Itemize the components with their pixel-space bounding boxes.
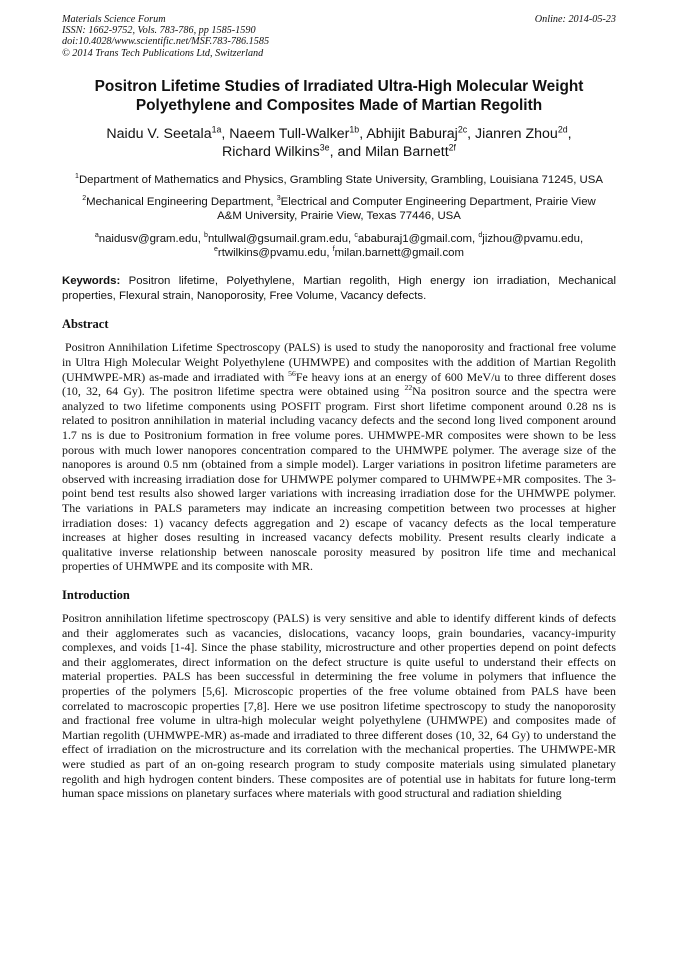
isotope-mass-number: 56 <box>288 368 296 378</box>
email-address: ababuraj1@gmail.com, <box>357 232 479 245</box>
affiliation-1 <box>74 173 604 187</box>
email-address: naidusv@gram.edu, <box>98 232 205 245</box>
author-name: Naeem Tull-Walker <box>229 125 350 142</box>
affiliation-2-3 <box>74 195 604 224</box>
affiliation-mark: 3 <box>276 195 281 203</box>
journal-info <box>62 14 269 59</box>
introduction-body: Positron annihilation lifetime spectroscopy (PALS) is very sensitive and able to identify different kinds of defects and their agglomerates such as vacancies, dislocations, vacancy loops, grain boundaries, vacancy-impurity complexes, and voids [1-4]. Since the phase stability, microstructure and other properties depend on point defects and their agglomerates, direct information on the defect structure is quite useful to understand their effects on material properties. PALS has been successful in determining the free volume in polymers that influence the properties of the polymers [5,6]. Microscopic properties of the free volume obtained from PALS have been correlated to macroscopic properties [7,8]. Here we use positron lifetime spectroscopy to study the nanoporosity and fractional free volume in ultra-high molecular weight polyethylene (UHMWPE) and composites made of Martian regolith (UHMWPE-MR) as-made and irradiated to three different doses (10, 32, 64 Gy) to understand the effect of irradiation on the microstructure and its correlation with the mechanical properties. The UHMWPE-MR were studied as part of an on-going research program to study composite materials using simulated planetary regolith and high hydrogen content binders. These composites are of potential use in habitats for future long-term human space missions on planetary surfaces where materials with good structural and radiation shielding <box>62 610 616 801</box>
author-affiliation-mark: 1a <box>211 124 222 135</box>
email-mark: f <box>332 246 335 254</box>
author-separator: , <box>567 125 572 142</box>
author-name: Richard Wilkins <box>222 144 320 161</box>
isotope-mass-number: 22 <box>404 383 413 393</box>
abstract-text-part: Fe heavy ions at an energy of 600 MeV/u to three different doses (10, 32, 64 Gy). The positron lifetime spectra were obtained using <box>62 369 616 399</box>
issn-line: ISSN: 1662-9752, Vols. 783-786, pp 1585-1590 <box>62 25 256 37</box>
author-name: Jianren Zhou <box>475 125 558 142</box>
affiliation-text: Electrical and Computer Engineering Department, Prairie View A&M University, Prairie View, Texas 77446, USA <box>217 196 596 223</box>
affiliation-mark: 2 <box>82 195 87 203</box>
author-affiliation-mark: 1b <box>349 124 360 135</box>
author-list <box>62 125 616 162</box>
email-mark: a <box>94 231 99 239</box>
email-address: milan.barnett@gmail.com <box>334 247 464 259</box>
email-address: ntullwal@gsumail.gram.edu, <box>207 232 355 245</box>
author-separator: , <box>359 125 367 142</box>
email-address: jizhou@pvamu.edu, <box>482 232 584 245</box>
author-name: Abhijit Baburaj <box>366 125 458 142</box>
journal-name: Materials Science Forum <box>62 14 166 25</box>
email-mark: e <box>214 246 218 254</box>
author-name: Naidu V. Seetala <box>106 125 212 142</box>
affiliation-mark: 1 <box>75 173 79 181</box>
abstract-text-part: Na positron source and the spectra were analyzed to two lifetime components using POSFIT program. First short lifetime component around 0.28 ns is related to positron annihilation in material including vacancy defects and the second long lived component around 1.7 ns is due to Positronium formation in free volume pores. UHMWPE-MR composites were shown to be less porous with much lower nanopores concentration compared to the UHMWPE polymer. The average size of the nanopores is around 0.5 nm (obtained from a simple model). Larger variations in positron lifetime parameters are observed with increasing irradiation dose for UHMWPE polymer compared to UHMWPE+MR composites. The 3-point bend test results also showed larger variations with increasing irradiation dose for the UHMWPE polymer. The variations in PALS parameters may indicate an increasing competition between two processes at higher irradiation doses: 1) vacancy defects aggregation and 2) escape of vacancy defects as the local temperature increases at higher doses resulting in increased vacancy defects mobility. Present results clearly indicate a qualitative inverse relationship between nanoscale porosity measured by positron life time and mechanical properties of UHMWPE and its composite with MR. <box>62 384 616 574</box>
author-separator: , <box>221 125 230 142</box>
doi-line: doi:10.4028/www.scientific.net/MSF.783-786.1585 <box>62 36 270 48</box>
abstract-heading: Abstract <box>62 317 109 332</box>
abstract-text-part: Positron Annihilation Lifetime Spectroscopy (PALS) is used to study the nanoporosity and fractional free volume in Ultra High Molecular Weight Polyethylene (UHMWPE) and composites with the addition of Martian Regolith (UHMWPE-MR) as-made and irradiated with <box>62 340 616 384</box>
online-date: Online: 2014-05-23 <box>534 14 616 25</box>
author-affiliation-mark: 2c <box>457 124 468 135</box>
author-affiliation-mark: 2f <box>448 142 456 153</box>
keywords-label: Keywords: <box>62 275 121 288</box>
email-address: rtwilkins@pvamu.edu, <box>217 247 333 259</box>
email-list <box>74 232 604 261</box>
author-separator: , <box>467 125 475 142</box>
email-mark: c <box>354 231 358 239</box>
keywords <box>62 274 616 303</box>
paper-title: Positron Lifetime Studies of Irradiated Ultra-High Molecular Weight Polyethylene and Composites Made of Martian Regolith <box>94 77 584 114</box>
abstract-body <box>62 340 616 574</box>
journal-header <box>62 14 616 59</box>
affiliation-text: Department of Mathematics and Physics, Grambling State University, Grambling, Louisiana 71245, USA <box>78 173 603 186</box>
affiliation-text: Mechanical Engineering Department, <box>86 196 277 209</box>
introduction-heading: Introduction <box>62 587 130 602</box>
author-affiliation-mark: 2d <box>557 124 568 135</box>
author-affiliation-mark: 3e <box>319 142 330 153</box>
keywords-text: Positron lifetime, Polyethylene, Martian regolith, High energy ion irradiation, Mechanical properties, Flexural strain, Nanoporosity, Free Volume, Vacancy defects. <box>62 275 616 302</box>
author-name: Milan Barnett <box>365 144 449 161</box>
author-separator: , and <box>329 144 366 161</box>
copyright-line: © 2014 Trans Tech Publications Ltd, Switzerland <box>62 47 264 59</box>
email-mark: d <box>478 231 483 239</box>
email-mark: b <box>204 231 208 239</box>
